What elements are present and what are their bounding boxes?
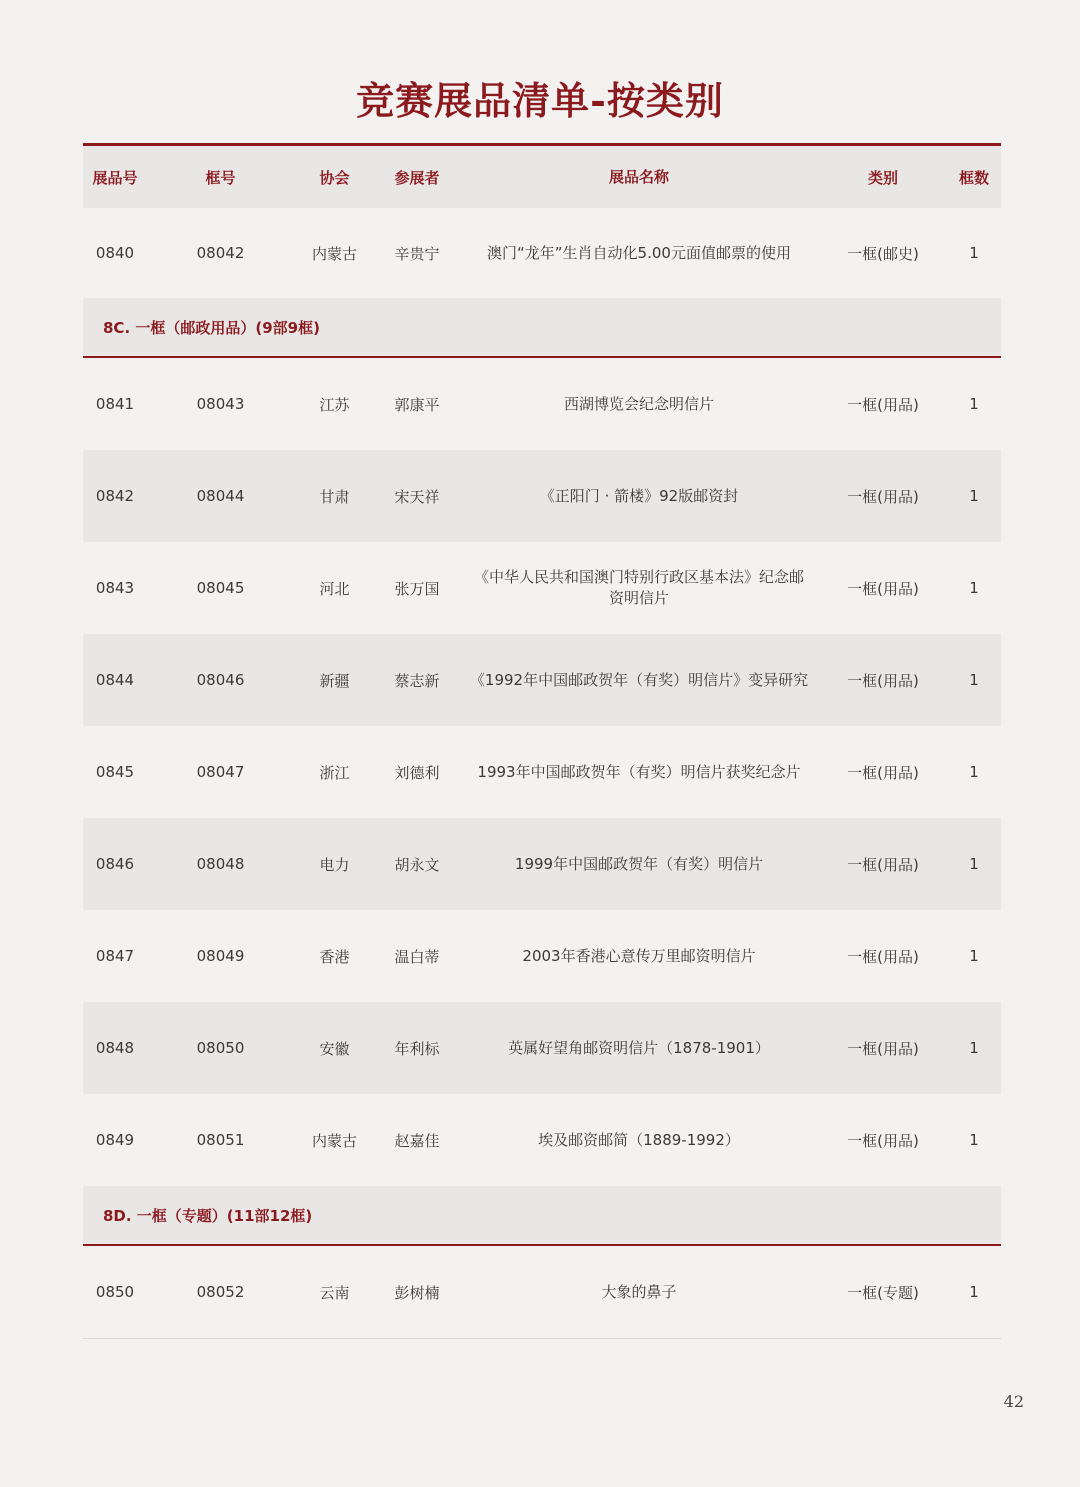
category-cell: 一框(用品): [847, 395, 919, 414]
association-cell: 新疆: [319, 671, 350, 690]
category-cell: 一框(专题): [847, 1283, 919, 1302]
rows-8d: [83, 1246, 1001, 1339]
frames-cell: 1: [969, 579, 979, 597]
frames-cell: 1: [969, 487, 979, 505]
table-row: [83, 450, 1001, 542]
category-cell: 一框(用品): [847, 1131, 919, 1150]
header-frames: 框数: [958, 168, 989, 187]
exhibit-no-cell: 0846: [95, 855, 135, 873]
exhibit-no-cell: 0848: [95, 1039, 135, 1057]
frame-no-cell: 08052: [196, 1283, 245, 1301]
frame-no-cell: 08051: [196, 1131, 245, 1149]
frame-no-cell: 08048: [196, 855, 245, 873]
frames-cell: 1: [969, 1039, 979, 1057]
exhibitor-cell: 温白蒂: [394, 947, 440, 966]
frame-no-cell: 08043: [196, 395, 245, 413]
frames-cell: 1: [969, 244, 979, 262]
frame-no-cell: 08047: [196, 763, 245, 781]
exhibit-name-cell: 《中华人民共和国澳门特别行政区基本法》纪念邮资明信片: [473, 568, 804, 607]
frame-no-cell: 08045: [196, 579, 245, 597]
exhibit-no-cell: 0840: [95, 244, 135, 262]
table-row: [83, 1094, 1001, 1186]
page-number: 42: [1003, 1392, 1024, 1411]
association-cell: 甘肃: [319, 487, 350, 506]
table-row: [83, 634, 1001, 726]
table-row: [83, 1246, 1001, 1339]
exhibit-name-cell: 澳门“龙年”生肖自动化5.00元面值邮票的使用: [487, 243, 791, 262]
exhibitor-cell: 年利标: [394, 1039, 440, 1058]
exhibitor-cell: 郭康平: [394, 395, 440, 414]
frame-no-cell: 08046: [196, 671, 245, 689]
exhibit-name-cell: 埃及邮资邮简（1889-1992）: [538, 1130, 740, 1149]
section-header-8d: 8D. 一框（专题）(11部12框): [83, 1186, 1001, 1246]
header-category: 类别: [867, 168, 898, 187]
exhibit-name-cell: 2003年香港心意传万里邮资明信片: [522, 946, 756, 965]
exhibitor-cell: 赵嘉佳: [394, 1131, 440, 1150]
exhibit-no-cell: 0849: [95, 1131, 135, 1149]
category-cell: 一框(用品): [847, 579, 919, 598]
exhibit-name-cell: 1993年中国邮政贺年（有奖）明信片获奖纪念片: [477, 762, 801, 781]
exhibit-name-cell: 西湖博览会纪念明信片: [563, 394, 714, 413]
exhibitor-cell: 刘德利: [394, 763, 440, 782]
header-frame-no: 框号: [205, 168, 236, 187]
rows-8c: [83, 358, 1001, 1186]
frames-cell: 1: [969, 763, 979, 781]
exhibitor-cell: 宋天祥: [394, 487, 440, 506]
frames-cell: 1: [969, 395, 979, 413]
category-cell: 一框(邮史): [847, 244, 919, 263]
frames-cell: 1: [969, 1283, 979, 1301]
exhibit-no-cell: 0850: [95, 1283, 135, 1301]
category-cell: 一框(用品): [847, 1039, 919, 1058]
exhibit-no-cell: 0843: [95, 579, 135, 597]
category-cell: 一框(用品): [847, 487, 919, 506]
exhibitor-cell: 胡永文: [394, 855, 440, 874]
category-cell: 一框(用品): [847, 855, 919, 874]
association-cell: 电力: [319, 855, 350, 874]
category-cell: 一框(用品): [847, 763, 919, 782]
exhibit-name-cell: 1999年中国邮政贺年（有奖）明信片: [514, 854, 764, 873]
category-cell: 一框(用品): [847, 671, 919, 690]
exhibit-name-cell: 英属好望角邮资明信片（1878-1901）: [508, 1038, 770, 1057]
frames-cell: 1: [969, 855, 979, 873]
frames-cell: 1: [969, 947, 979, 965]
exhibit-table: [83, 143, 1001, 1339]
table-row: [83, 818, 1001, 910]
exhibitor-cell: 辛贵宁: [394, 244, 440, 263]
exhibit-no-cell: 0847: [95, 947, 135, 965]
exhibitor-cell: 蔡志新: [394, 671, 440, 690]
exhibit-no-cell: 0845: [95, 763, 135, 781]
frame-no-cell: 08042: [196, 244, 245, 262]
header-exhibit-name: 展品名称: [608, 167, 669, 186]
exhibit-no-cell: 0842: [95, 487, 135, 505]
header-association: 协会: [319, 168, 350, 187]
association-cell: 河北: [319, 579, 350, 598]
table-row: [83, 208, 1001, 298]
association-cell: 内蒙古: [311, 244, 357, 263]
header-exhibit-no: 展品号: [92, 168, 138, 187]
association-cell: 浙江: [319, 763, 350, 782]
association-cell: 安徽: [319, 1039, 350, 1058]
category-cell: 一框(用品): [847, 947, 919, 966]
association-cell: 江苏: [319, 395, 350, 414]
exhibit-no-cell: 0841: [95, 395, 135, 413]
exhibit-no-cell: 0844: [95, 671, 135, 689]
table-header: [83, 143, 1001, 208]
exhibitor-cell: 彭树楠: [394, 1283, 440, 1302]
frame-no-cell: 08050: [196, 1039, 245, 1057]
exhibit-name-cell: 大象的鼻子: [601, 1282, 677, 1301]
exhibitor-cell: 张万国: [394, 579, 440, 598]
table-row: [83, 358, 1001, 450]
frames-cell: 1: [969, 671, 979, 689]
association-cell: 云南: [319, 1283, 350, 1302]
section-header-8c: 8C. 一框（邮政用品）(9部9框): [83, 298, 1001, 358]
table-row: [83, 542, 1001, 634]
rows-top: [83, 208, 1001, 298]
header-exhibitor: 参展者: [394, 168, 440, 187]
exhibit-name-cell: 《正阳门 · 箭楼》92版邮资封: [539, 486, 739, 505]
frame-no-cell: 08044: [196, 487, 245, 505]
table-row: [83, 726, 1001, 818]
table-row: [83, 910, 1001, 1002]
page-title: 竞赛展品清单-按类别: [356, 78, 724, 123]
association-cell: 内蒙古: [311, 1131, 357, 1150]
table-row: [83, 1002, 1001, 1094]
exhibit-name-cell: 《1992年中国邮政贺年（有奖）明信片》变异研究: [469, 670, 809, 689]
association-cell: 香港: [319, 947, 350, 966]
frame-no-cell: 08049: [196, 947, 245, 965]
frames-cell: 1: [969, 1131, 979, 1149]
